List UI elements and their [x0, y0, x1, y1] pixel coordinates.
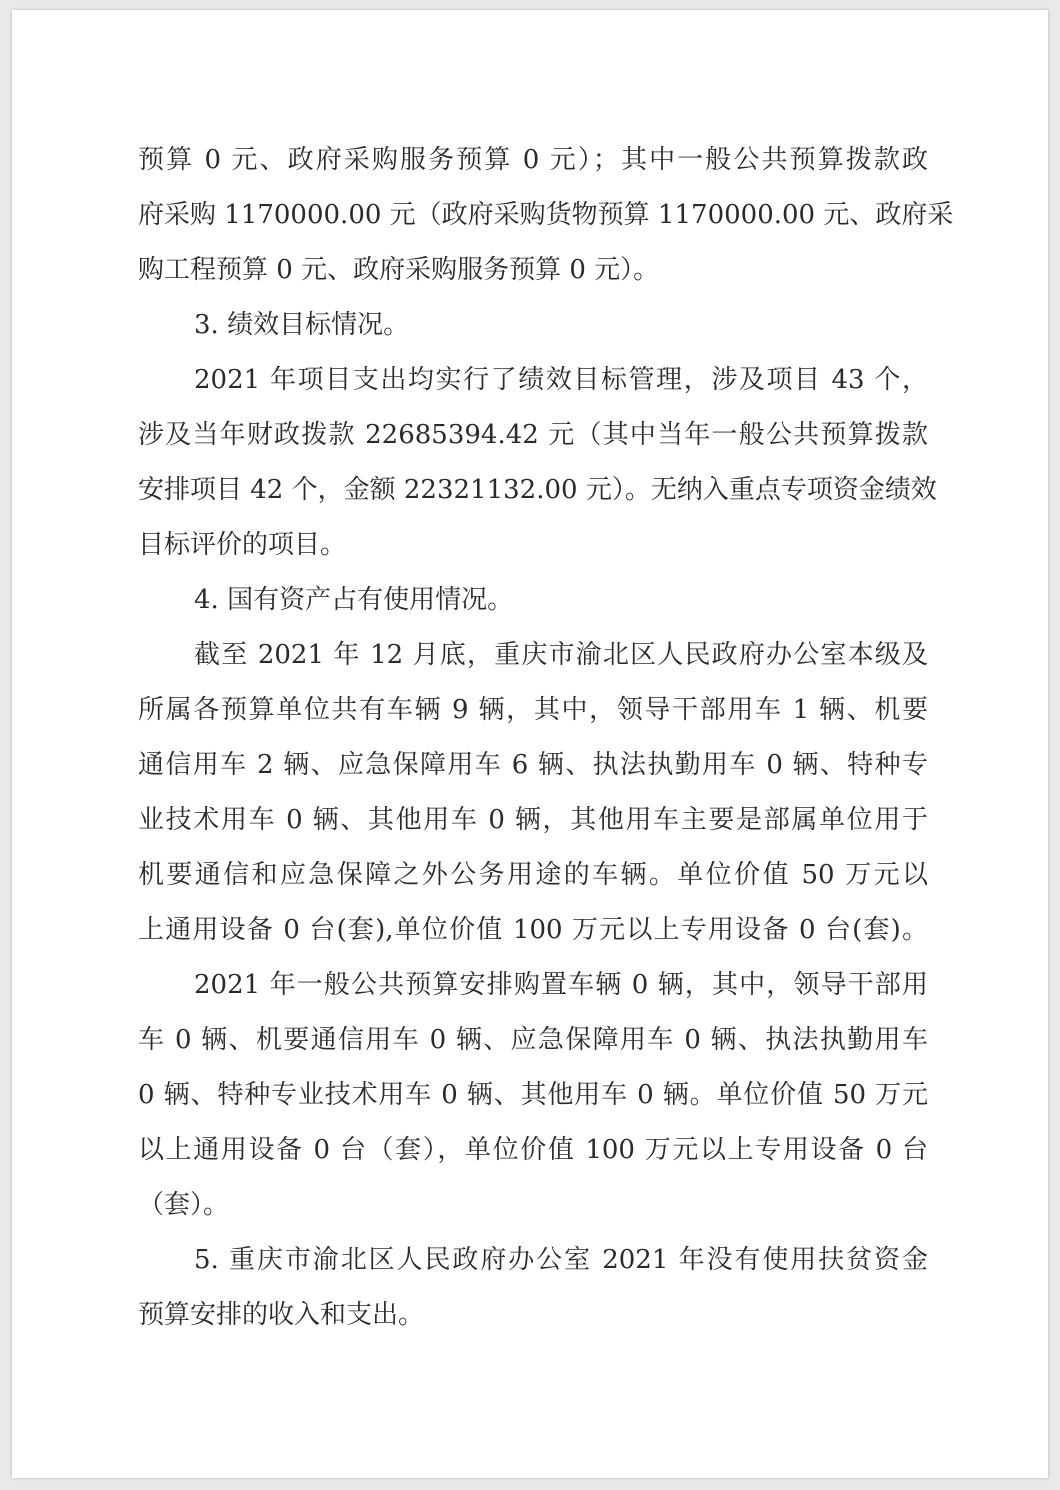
text-line: 安排项目 42 个，金额 22321132.00 元）。无纳入重点专项资金绩效 — [138, 475, 937, 505]
text-line: 府采购 1170000.00 元（政府采购货物预算 1170000.00 元、政府采 — [138, 200, 954, 230]
text-line: 预算安排的收入和支出。 — [138, 1300, 425, 1330]
section-heading: 3. 绩效目标情况。 — [194, 310, 410, 340]
text-line: 所属各预算单位共有车辆 9 辆，其中，领导干部用车 1 辆、机要 — [138, 695, 928, 725]
text-line: 2021 年一般公共预算安排购置车辆 0 辆，其中，领导干部用 — [194, 970, 928, 1000]
text-line: 0 辆、特种专业技术用车 0 辆、其他用车 0 辆。单位价值 50 万元 — [138, 1080, 928, 1110]
text-line: 2021 年项目支出均实行了绩效目标管理，涉及项目 43 个， — [194, 365, 928, 395]
heading-state-assets — [138, 573, 928, 628]
paragraph-procurement-continued — [138, 133, 954, 298]
text-line: 预算 0 元、政府采购服务预算 0 元）；其中一般公共预算拨款政 — [138, 145, 928, 175]
text-line: 5. 重庆市渝北区人民政府办公室 2021 年没有使用扶贫资金 — [194, 1245, 928, 1275]
paragraph-vehicles-2021 — [138, 958, 928, 1233]
text-line: 涉及当年财政拨款 22685394.42 元（其中当年一般公共预算拨款 — [138, 420, 928, 450]
document-page — [12, 10, 1048, 1478]
section-heading: 4. 国有资产占有使用情况。 — [194, 585, 514, 615]
text-line: 业技术用车 0 辆、其他用车 0 辆，其他用车主要是部属单位用于 — [138, 805, 928, 835]
paragraph-assets — [138, 628, 928, 958]
document-body — [138, 133, 954, 1343]
text-line: 通信用车 2 辆、应急保障用车 6 辆、执法执勤用车 0 辆、特种专 — [138, 750, 928, 780]
text-line: 购工程预算 0 元、政府采购服务预算 0 元）。 — [138, 255, 660, 285]
heading-performance-goals — [138, 298, 928, 353]
text-line: 车 0 辆、机要通信用车 0 辆、应急保障用车 0 辆、执法执勤用车 — [138, 1025, 928, 1055]
text-line: 截至 2021 年 12 月底，重庆市渝北区人民政府办公室本级及 — [194, 640, 928, 670]
text-line: 机要通信和应急保障之外公务用途的车辆。单位价值 50 万元以 — [138, 860, 928, 890]
text-line: 目标评价的项目。 — [138, 530, 347, 560]
text-line: （套）。 — [138, 1190, 230, 1220]
text-line: 以上通用设备 0 台（套），单位价值 100 万元以上专用设备 0 台 — [138, 1135, 928, 1165]
paragraph-performance — [138, 353, 937, 573]
paragraph-poverty-funds — [138, 1233, 928, 1343]
text-line: 上通用设备 0 台(套),单位价值 100 万元以上专用设备 0 台(套)。 — [138, 915, 928, 945]
